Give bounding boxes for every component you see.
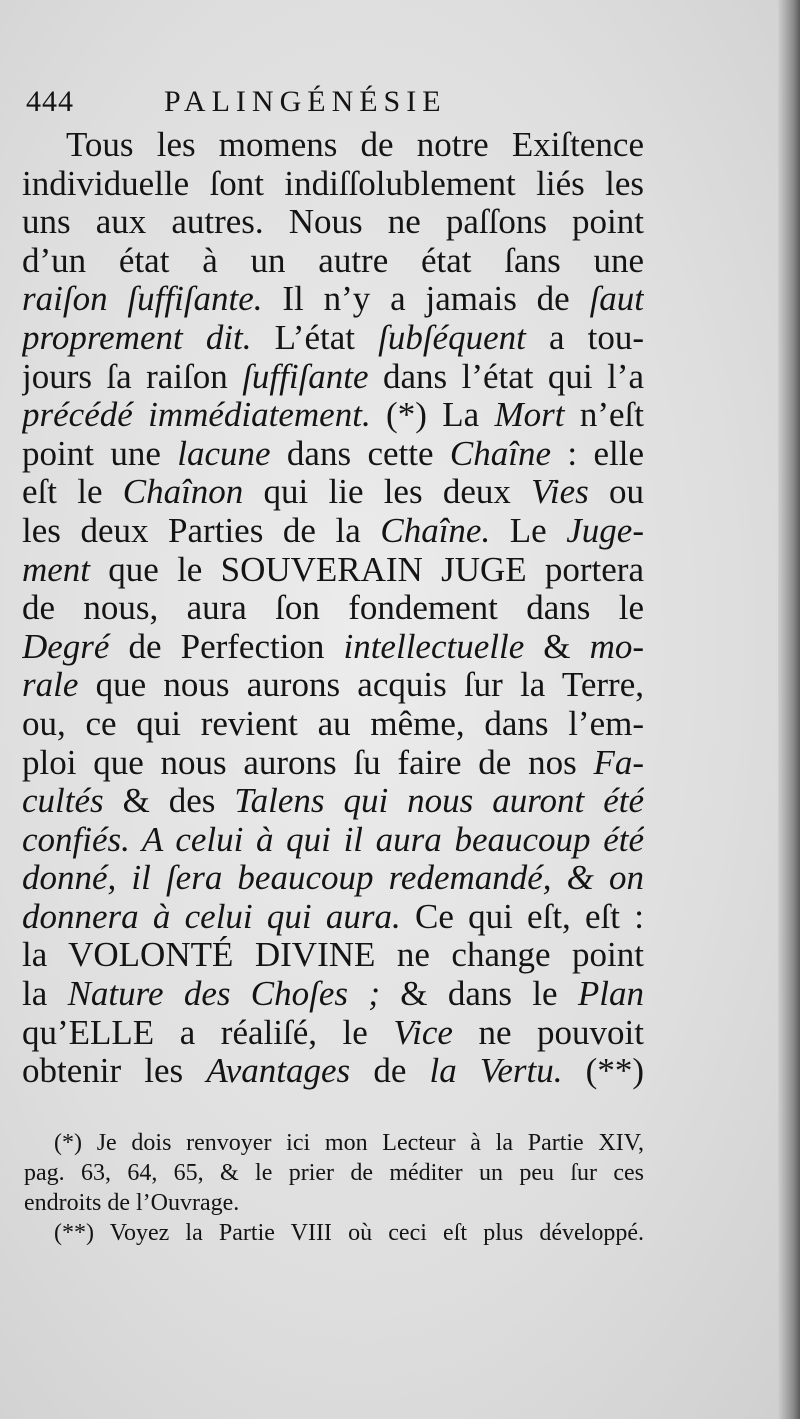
text-line: jours ſa raiſon ſuffiſante dans l’état qui l’a	[22, 357, 644, 396]
text-line: ploi que nous aurons ſu faire de nos Fa-	[22, 743, 644, 782]
text-line: rale que nous aurons acquis ſur la Terre,	[22, 666, 644, 705]
text-line: Degré de Perfection intellectuelle & mo-	[22, 627, 644, 666]
page-edge-shadow	[778, 0, 800, 1419]
text-line: qu’ELLE a réaliſé, le Vice ne pouvoit	[22, 1013, 644, 1052]
text-line: la VOLONTÉ DIVINE ne change point	[22, 936, 644, 975]
text-line: obtenir les Avantages de la Vertu. (**)	[22, 1052, 644, 1091]
text-line: eſt le Chaînon qui lie les deux Vies ou	[22, 473, 644, 512]
text-line: ou, ce qui revient au même, dans l’em-	[22, 704, 644, 743]
footnote-line: endroits de l’Ouvrage.	[24, 1190, 240, 1216]
page-header	[26, 82, 646, 126]
text-line: confiés. A celui à qui il aura beaucoup été	[22, 820, 644, 859]
running-title: PALINGÉNÉSIE	[164, 85, 447, 118]
text-line: ment que le SOUVERAIN JUGE portera	[22, 550, 644, 589]
text-line: donnera à celui qui aura. Ce qui eſt, eſt :	[22, 897, 644, 936]
footnote-line: (*) Je dois renvoyer ici mon Lecteur à la Partie XIV,	[54, 1130, 644, 1156]
text-line: donné, il ſera beaucoup redemandé, & on	[22, 859, 644, 898]
page-number: 444	[26, 85, 74, 118]
body-text	[22, 126, 644, 1091]
footnote-line: pag. 63, 64, 65, & le prier de méditer un peu ſur ces	[24, 1160, 644, 1186]
footnotes	[24, 1128, 644, 1248]
text-line: précédé immédiatement. (*) La Mort n’eſt	[22, 396, 644, 435]
text-line: de nous, aura ſon fondement dans le	[22, 589, 644, 628]
text-line: Tous les momens de notre Exiſtence	[66, 126, 644, 164]
text-line: la Nature des Choſes ; & dans le Plan	[22, 975, 644, 1014]
text-line: individuelle ſont indiſſolublement liés les	[22, 164, 644, 203]
text-line: cultés & des Talens qui nous auront été	[22, 782, 644, 821]
footnote-line: (**) Voyez la Partie VIII où ceci eſt plus développé.	[54, 1220, 644, 1246]
text-line: proprement dit. L’état ſubſéquent a tou-	[22, 318, 644, 357]
text-line: point une lacune dans cette Chaîne : elle	[22, 434, 644, 473]
text-line: raiſon ſuffiſante. Il n’y a jamais de ſaut	[22, 280, 644, 319]
text-line: uns aux autres. Nous ne paſſons point	[22, 203, 644, 242]
text-line: d’un état à un autre état ſans une	[22, 241, 644, 280]
text-line: les deux Parties de la Chaîne. Le Juge-	[22, 511, 644, 550]
